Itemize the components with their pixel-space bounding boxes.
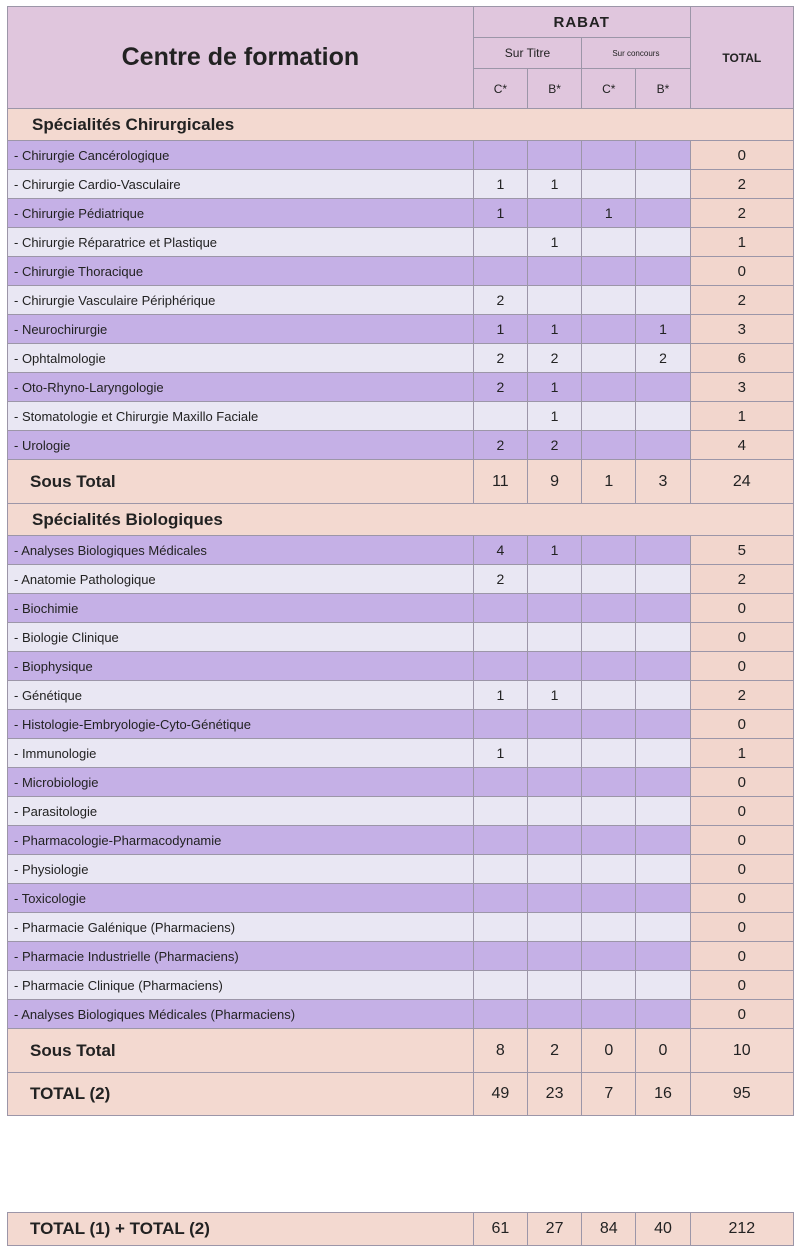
subtotal-value: 2 <box>527 1029 581 1073</box>
count-cell <box>473 942 527 971</box>
count-cell <box>582 826 636 855</box>
specialty-name: - Biologie Clinique <box>8 623 474 652</box>
count-cell: 1 <box>473 681 527 710</box>
count-cell <box>636 797 690 826</box>
table-row <box>8 199 794 228</box>
subtotal-value: 11 <box>473 460 527 504</box>
grand-total-label: TOTAL (1) + TOTAL (2) <box>8 1213 474 1246</box>
specialty-name: - Parasitologie <box>8 797 474 826</box>
row-total: 0 <box>690 971 793 1000</box>
count-cell <box>527 594 581 623</box>
count-cell <box>582 768 636 797</box>
count-cell: 2 <box>636 344 690 373</box>
count-cell <box>582 913 636 942</box>
grand-total-table <box>7 1212 794 1246</box>
count-cell <box>636 536 690 565</box>
table-row <box>8 141 794 170</box>
count-cell <box>582 228 636 257</box>
total-header: TOTAL <box>690 7 793 109</box>
count-cell <box>636 565 690 594</box>
table-row <box>8 257 794 286</box>
section-title: Spécialités Chirurgicales <box>8 109 794 141</box>
row-total: 0 <box>690 797 793 826</box>
count-cell <box>636 402 690 431</box>
row-total: 0 <box>690 141 793 170</box>
count-cell <box>636 826 690 855</box>
count-cell <box>636 942 690 971</box>
table-row <box>8 768 794 797</box>
table-row <box>8 315 794 344</box>
count-cell <box>582 402 636 431</box>
count-cell <box>527 913 581 942</box>
count-cell <box>636 228 690 257</box>
subtotal-label: Sous Total <box>8 1029 474 1073</box>
table-row <box>8 652 794 681</box>
row-total: 3 <box>690 315 793 344</box>
grand-total-value: 27 <box>527 1213 581 1246</box>
count-cell <box>473 623 527 652</box>
specialty-name: - Pharmacie Clinique (Pharmaciens) <box>8 971 474 1000</box>
specialty-name: - Biophysique <box>8 652 474 681</box>
count-cell <box>527 710 581 739</box>
row-total: 0 <box>690 768 793 797</box>
specialty-name: - Biochimie <box>8 594 474 623</box>
count-cell <box>582 739 636 768</box>
row-total: 0 <box>690 826 793 855</box>
table-row <box>8 797 794 826</box>
row-total: 0 <box>690 257 793 286</box>
count-cell <box>527 797 581 826</box>
count-cell <box>582 565 636 594</box>
row-total: 0 <box>690 942 793 971</box>
specialty-name: - Histologie-Embryologie-Cyto-Génétique <box>8 710 474 739</box>
count-cell: 2 <box>473 286 527 315</box>
row-total: 3 <box>690 373 793 402</box>
row-total: 1 <box>690 228 793 257</box>
count-cell <box>473 855 527 884</box>
total-total: 95 <box>690 1073 793 1116</box>
count-cell <box>636 710 690 739</box>
count-cell <box>473 710 527 739</box>
subtotal-row <box>8 460 794 504</box>
count-cell <box>527 971 581 1000</box>
count-cell <box>636 199 690 228</box>
row-total: 0 <box>690 652 793 681</box>
count-cell <box>582 594 636 623</box>
table-row <box>8 594 794 623</box>
total-row <box>8 1073 794 1116</box>
table-row <box>8 286 794 315</box>
row-total: 2 <box>690 286 793 315</box>
specialty-name: - Oto-Rhyno-Laryngologie <box>8 373 474 402</box>
table-row <box>8 536 794 565</box>
subtotal-value: 1 <box>582 460 636 504</box>
specialty-name: - Chirurgie Réparatrice et Plastique <box>8 228 474 257</box>
count-cell: 4 <box>473 536 527 565</box>
count-cell <box>636 286 690 315</box>
count-cell <box>527 884 581 913</box>
count-cell <box>527 652 581 681</box>
count-cell <box>582 652 636 681</box>
table-title: Centre de formation <box>8 7 474 109</box>
specialty-name: - Physiologie <box>8 855 474 884</box>
table-row <box>8 1000 794 1029</box>
count-cell <box>582 797 636 826</box>
count-cell <box>473 594 527 623</box>
row-total: 0 <box>690 594 793 623</box>
table-row <box>8 710 794 739</box>
count-cell <box>527 826 581 855</box>
count-cell <box>582 710 636 739</box>
count-cell: 1 <box>527 170 581 199</box>
count-cell <box>636 971 690 1000</box>
table-row <box>8 826 794 855</box>
count-cell <box>582 623 636 652</box>
total-label: TOTAL (2) <box>8 1073 474 1116</box>
specialty-name: - Microbiologie <box>8 768 474 797</box>
grand-total-value: 61 <box>473 1213 527 1246</box>
row-total: 0 <box>690 913 793 942</box>
subtotal-value: 0 <box>636 1029 690 1073</box>
row-total: 2 <box>690 565 793 594</box>
count-cell: 1 <box>527 402 581 431</box>
grand-total-value: 40 <box>636 1213 690 1246</box>
count-cell: 1 <box>527 681 581 710</box>
subcol-header: C* <box>473 69 527 109</box>
count-cell <box>582 257 636 286</box>
table-row <box>8 884 794 913</box>
row-total: 4 <box>690 431 793 460</box>
count-cell: 1 <box>527 315 581 344</box>
count-cell <box>527 286 581 315</box>
table-row <box>8 681 794 710</box>
count-cell <box>473 797 527 826</box>
specialty-name: - Chirurgie Pédiatrique <box>8 199 474 228</box>
grand-total-total: 212 <box>690 1213 793 1246</box>
count-cell <box>582 942 636 971</box>
count-cell <box>473 257 527 286</box>
subtotal-total: 10 <box>690 1029 793 1073</box>
count-cell <box>582 286 636 315</box>
count-cell <box>582 536 636 565</box>
grand-total-value: 84 <box>582 1213 636 1246</box>
count-cell: 1 <box>473 315 527 344</box>
count-cell: 2 <box>527 344 581 373</box>
row-total: 0 <box>690 884 793 913</box>
row-total: 0 <box>690 623 793 652</box>
count-cell <box>636 913 690 942</box>
count-cell <box>527 768 581 797</box>
row-total: 1 <box>690 402 793 431</box>
table-row <box>8 431 794 460</box>
row-total: 5 <box>690 536 793 565</box>
count-cell <box>636 681 690 710</box>
count-cell <box>527 623 581 652</box>
training-centre-table <box>7 6 794 1116</box>
count-cell <box>582 344 636 373</box>
count-cell <box>582 315 636 344</box>
total-value: 23 <box>527 1073 581 1116</box>
subtotal-value: 9 <box>527 460 581 504</box>
row-total: 0 <box>690 710 793 739</box>
subcol-header: C* <box>582 69 636 109</box>
specialty-name: - Stomatologie et Chirurgie Maxillo Faciale <box>8 402 474 431</box>
count-cell <box>473 826 527 855</box>
count-cell: 1 <box>582 199 636 228</box>
count-cell <box>473 971 527 1000</box>
city-header: RABAT <box>473 7 690 38</box>
table-row <box>8 228 794 257</box>
count-cell <box>527 257 581 286</box>
subtotal-row <box>8 1029 794 1073</box>
count-cell <box>527 942 581 971</box>
sur-concours-header: Sur concours <box>582 38 690 69</box>
row-total: 2 <box>690 681 793 710</box>
count-cell: 1 <box>527 373 581 402</box>
count-cell <box>582 1000 636 1029</box>
count-cell <box>582 141 636 170</box>
count-cell <box>636 594 690 623</box>
specialty-name: - Pharmacologie-Pharmacodynamie <box>8 826 474 855</box>
count-cell <box>473 228 527 257</box>
count-cell <box>636 170 690 199</box>
row-total: 0 <box>690 1000 793 1029</box>
count-cell <box>636 768 690 797</box>
count-cell: 1 <box>527 228 581 257</box>
count-cell <box>636 373 690 402</box>
count-cell: 2 <box>473 344 527 373</box>
table-row <box>8 913 794 942</box>
table-row <box>8 373 794 402</box>
table-row <box>8 623 794 652</box>
subtotal-total: 24 <box>690 460 793 504</box>
count-cell <box>527 199 581 228</box>
table-row <box>8 942 794 971</box>
count-cell <box>527 855 581 884</box>
count-cell <box>582 884 636 913</box>
specialty-name: - Immunologie <box>8 739 474 768</box>
row-total: 6 <box>690 344 793 373</box>
subcol-header: B* <box>636 69 690 109</box>
count-cell <box>636 623 690 652</box>
total-value: 49 <box>473 1073 527 1116</box>
row-total: 1 <box>690 739 793 768</box>
sur-titre-header: Sur Titre <box>473 38 581 69</box>
specialty-name: - Chirurgie Cancérologique <box>8 141 474 170</box>
count-cell: 1 <box>527 536 581 565</box>
count-cell <box>636 739 690 768</box>
count-cell: 2 <box>473 373 527 402</box>
count-cell <box>473 402 527 431</box>
count-cell <box>582 855 636 884</box>
specialty-name: - Chirurgie Vasculaire Périphérique <box>8 286 474 315</box>
subtotal-value: 8 <box>473 1029 527 1073</box>
specialty-name: - Chirurgie Thoracique <box>8 257 474 286</box>
subtotal-value: 3 <box>636 460 690 504</box>
total-value: 7 <box>582 1073 636 1116</box>
count-cell <box>636 257 690 286</box>
row-total: 0 <box>690 855 793 884</box>
table-row <box>8 344 794 373</box>
count-cell <box>527 141 581 170</box>
count-cell <box>527 565 581 594</box>
count-cell <box>636 855 690 884</box>
specialty-name: - Urologie <box>8 431 474 460</box>
count-cell <box>582 431 636 460</box>
count-cell <box>473 913 527 942</box>
count-cell <box>636 884 690 913</box>
specialty-name: - Génétique <box>8 681 474 710</box>
count-cell: 2 <box>473 431 527 460</box>
specialty-name: - Ophtalmologie <box>8 344 474 373</box>
count-cell: 1 <box>473 199 527 228</box>
table-row <box>8 855 794 884</box>
count-cell: 1 <box>473 170 527 199</box>
subtotal-label: Sous Total <box>8 460 474 504</box>
count-cell <box>636 431 690 460</box>
count-cell <box>636 1000 690 1029</box>
subtotal-value: 0 <box>582 1029 636 1073</box>
count-cell <box>473 141 527 170</box>
row-total: 2 <box>690 170 793 199</box>
table-row <box>8 565 794 594</box>
count-cell <box>473 768 527 797</box>
count-cell <box>473 1000 527 1029</box>
specialty-name: - Pharmacie Industrielle (Pharmaciens) <box>8 942 474 971</box>
count-cell <box>582 681 636 710</box>
table-row <box>8 971 794 1000</box>
subcol-header: B* <box>527 69 581 109</box>
count-cell <box>582 971 636 1000</box>
count-cell <box>527 1000 581 1029</box>
count-cell <box>527 739 581 768</box>
count-cell <box>582 373 636 402</box>
count-cell <box>636 141 690 170</box>
specialty-name: - Anatomie Pathologique <box>8 565 474 594</box>
total-value: 16 <box>636 1073 690 1116</box>
specialty-name: - Pharmacie Galénique (Pharmaciens) <box>8 913 474 942</box>
count-cell: 1 <box>473 739 527 768</box>
specialty-name: - Neurochirurgie <box>8 315 474 344</box>
count-cell <box>473 652 527 681</box>
count-cell <box>636 652 690 681</box>
specialty-name: - Toxicologie <box>8 884 474 913</box>
table-row <box>8 739 794 768</box>
specialty-name: - Analyses Biologiques Médicales <box>8 536 474 565</box>
specialty-name: - Chirurgie Cardio-Vasculaire <box>8 170 474 199</box>
table-row <box>8 402 794 431</box>
count-cell <box>473 884 527 913</box>
section-title: Spécialités Biologiques <box>8 504 794 536</box>
row-total: 2 <box>690 199 793 228</box>
count-cell: 2 <box>527 431 581 460</box>
table-row <box>8 170 794 199</box>
count-cell <box>582 170 636 199</box>
count-cell: 1 <box>636 315 690 344</box>
count-cell: 2 <box>473 565 527 594</box>
specialty-name: - Analyses Biologiques Médicales (Pharmaciens) <box>8 1000 474 1029</box>
